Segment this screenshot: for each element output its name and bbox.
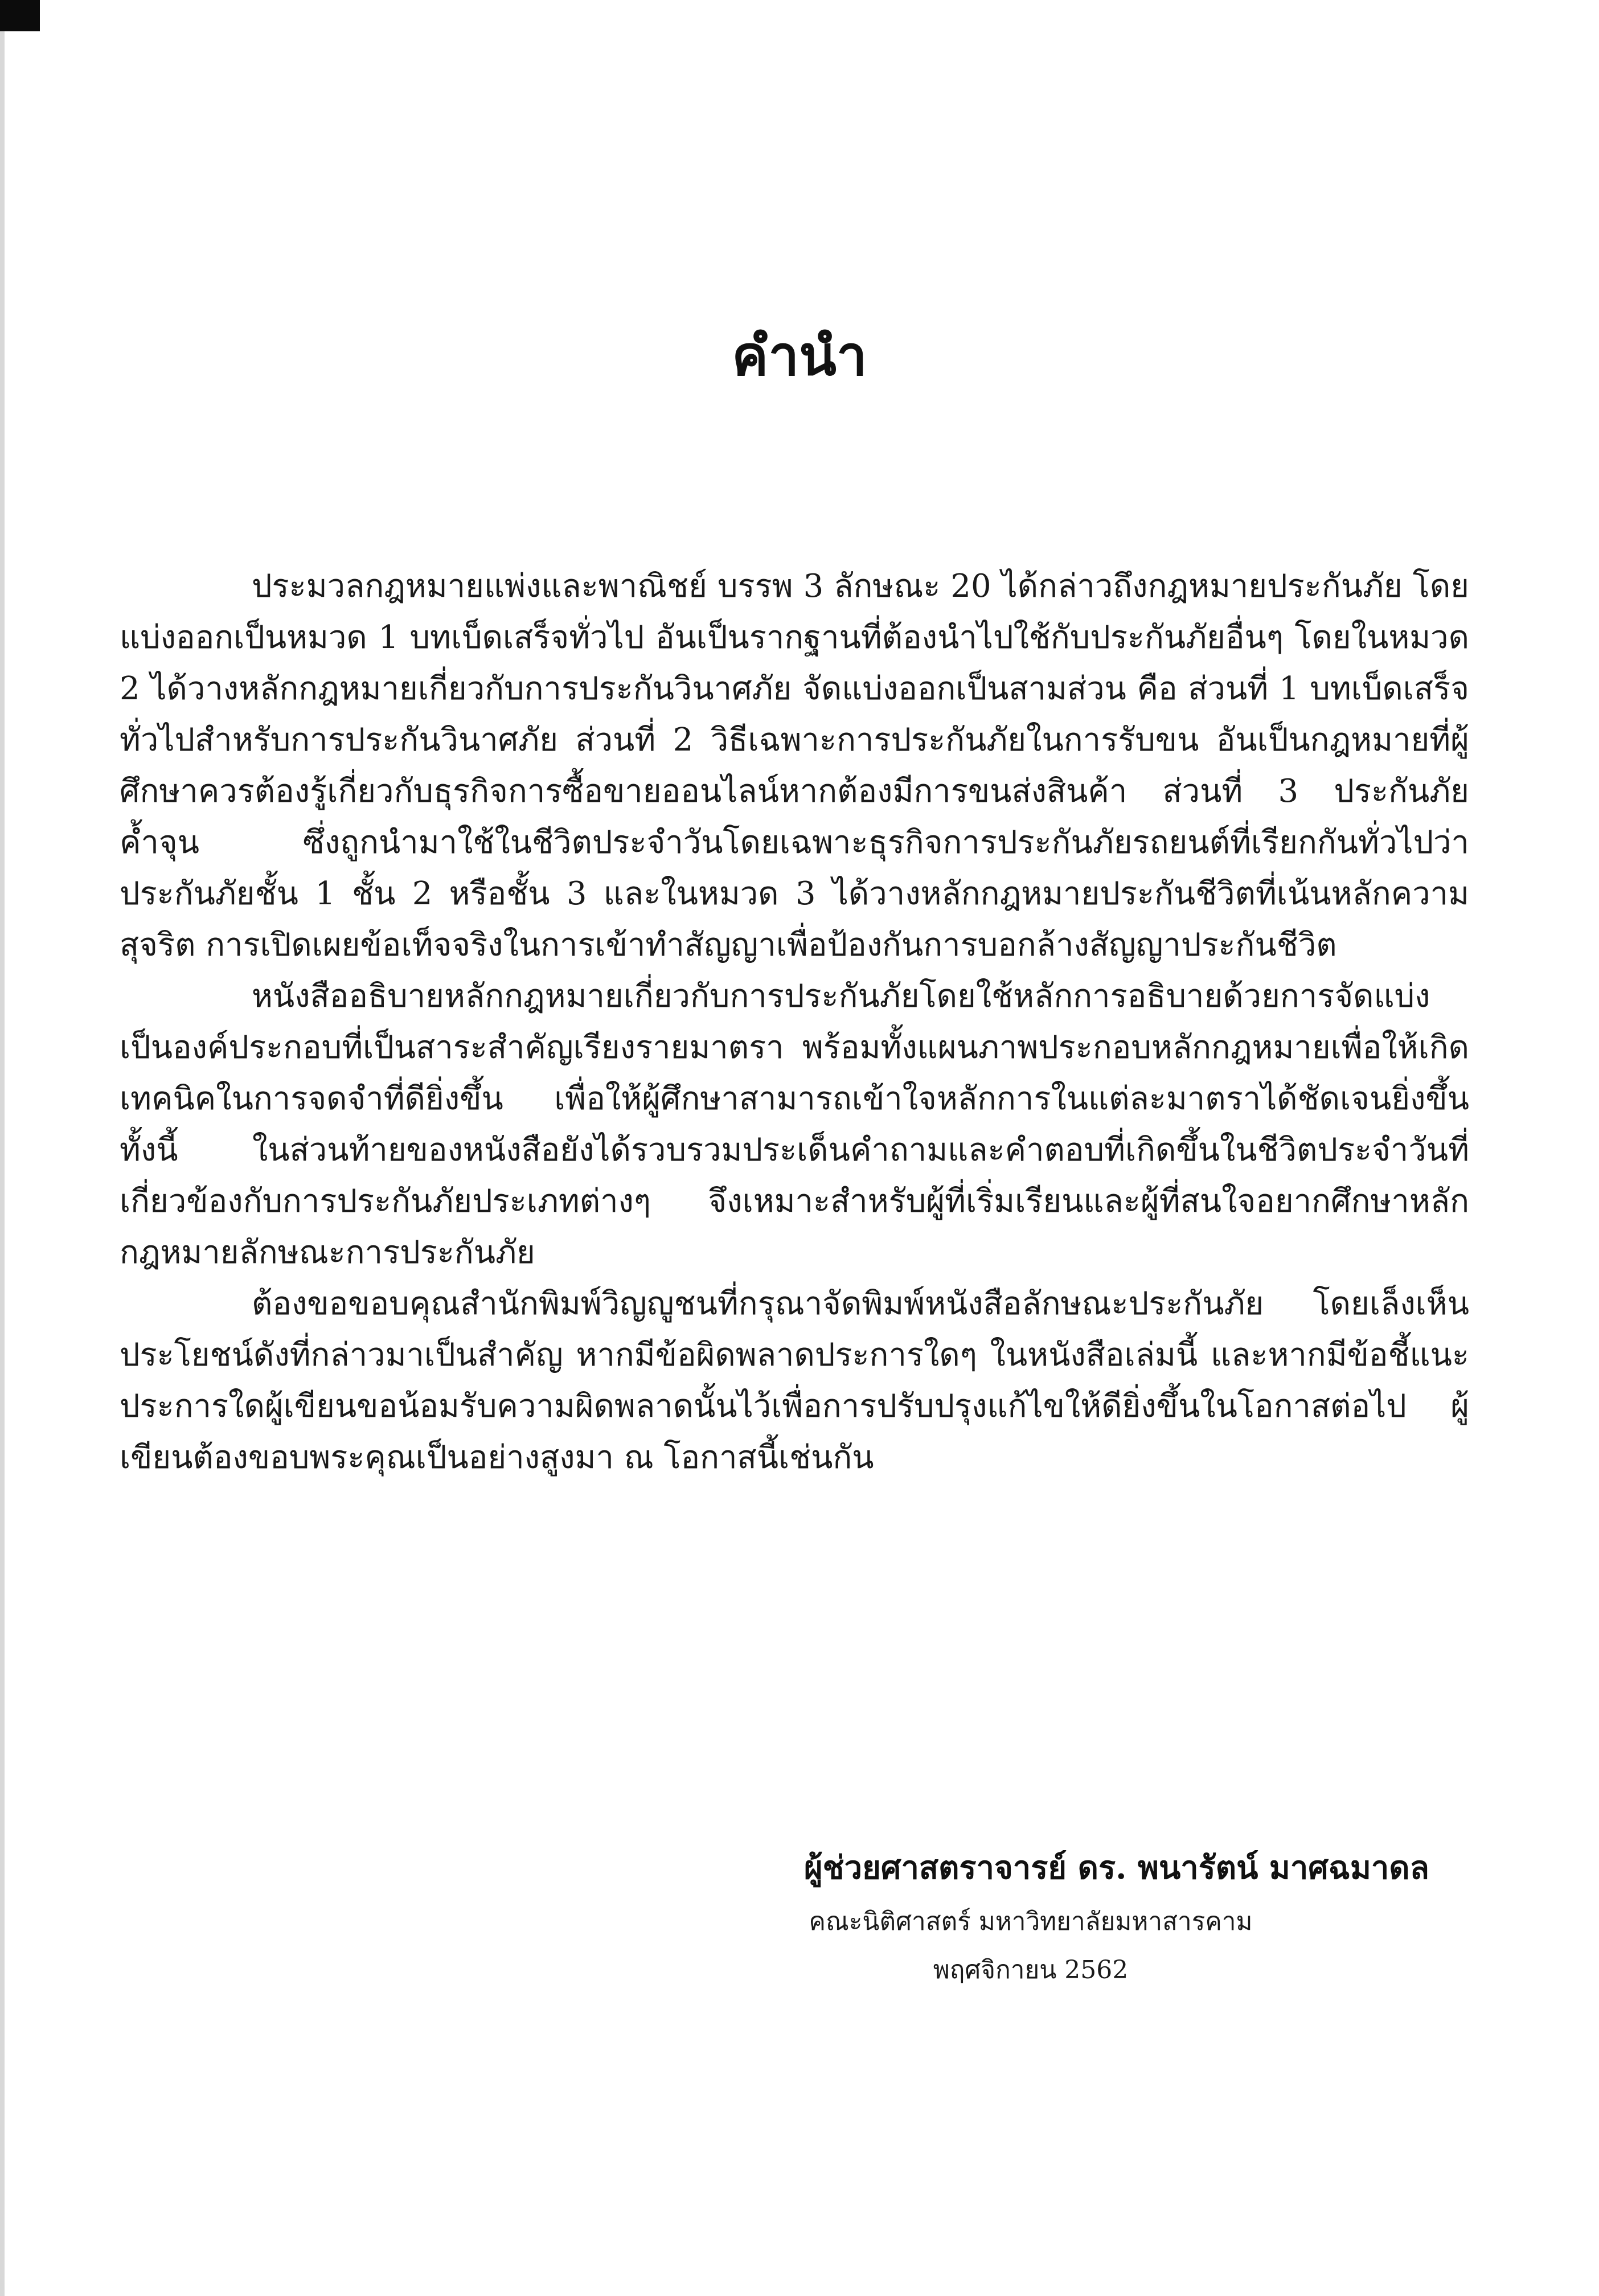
body-text <box>120 561 1469 1483</box>
page-title: คำนำ <box>732 324 867 388</box>
paragraph-1: ประมวลกฎหมายแพ่งและพาณิชย์ บรรพ 3 ลักษณะ 20 ได้กล่าวถึงกฎหมายประกันภัย โดยแบ่งออกเป็นหมวด 1 บทเบ็ดเสร็จทั่วไป อันเป็นรากฐานที่ต้องนำไปใช้กับประกันภัยอื่นๆ โดยในหมวด 2 ได้วางหลักกฎหมายเกี่ยวกับการประกันวินาศภัย จัดแบ่งออกเป็นสามส่วน คือ ส่วนที่ 1 บทเบ็ดเสร็จทั่วไปสำหรับการประกันวินาศภัย ส่วนที่ 2 วิธีเฉพาะการประกันภัยในการรับขน อันเป็นกฎหมายที่ผู้ศึกษาควรต้องรู้เกี่ยวกับธุรกิจการซื้อขายออนไลน์หากต้องมีการขนส่งสินค้า ส่วนที่ 3 ประกันภัยค้ำจุน ซึ่งถูกนำมาใช้ในชีวิตประจำวันโดยเฉพาะธุรกิจการประกันภัยรถยนต์ที่เรียกกันทั่วไปว่าประกันภัยชั้น 1 ชั้น 2 หรือชั้น 3 และในหมวด 3 ได้วางหลักกฎหมายประกันชีวิตที่เน้นหลักความสุจริต การเปิดเผยข้อเท็จจริงในการเข้าทำสัญญาเพื่อป้องกันการบอกล้างสัญญาประกันชีวิต <box>120 568 1469 964</box>
author-affiliation: คณะนิติศาสตร์ มหาวิทยาลัยมหาสารคาม <box>809 1907 1253 1936</box>
paragraph-2: หนังสืออธิบายหลักกฎหมายเกี่ยวกับการประกันภัยโดยใช้หลักการอธิบายด้วยการจัดแบ่งเป็นองค์ประกอบที่เป็นสาระสำคัญเรียงรายมาตรา พร้อมทั้งแผนภาพประกอบหลักกฎหมายเพื่อให้เกิดเทคนิคในการจดจำที่ดียิ่งขึ้น เพื่อให้ผู้ศึกษาสามารถเข้าใจหลักการในแต่ละมาตราได้ชัดเจนยิ่งขึ้น ทั้งนี้ ในส่วนท้ายของหนังสือยังได้รวบรวมประเด็นคำถามและคำตอบที่เกิดขึ้นในชีวิตประจำวันที่เกี่ยวข้องกับการประกันภัยประเภทต่างๆ จึงเหมาะสำหรับผู้ที่เริ่มเรียนและผู้ที่สนใจอยากศึกษาหลักกฎหมายลักษณะการประกันภัย <box>120 978 1469 1271</box>
signature-date: พฤศจิกายน 2562 <box>933 1955 1129 1985</box>
author-signature: ผู้ช่วยศาสตราจารย์ ดร. พนารัตน์ มาศฉมาดล <box>803 1849 1429 1887</box>
paragraph-3: ต้องขอขอบคุณสำนักพิมพ์วิญญูชนที่กรุณาจัดพิมพ์หนังสือลักษณะประกันภัย โดยเล็งเห็นประโยชน์ดังที่กล่าวมาเป็นสำคัญ หากมีข้อผิดพลาดประการใดๆ ในหนังสือเล่มนี้ และหากมีข้อชี้แนะประการใดผู้เขียนขอน้อมรับความผิดพลาดนั้นไว้เพื่อการปรับปรุงแก้ไขให้ดียิ่งขึ้นในโอกาสต่อไป ผู้เขียนต้องขอบพระคุณเป็นอย่างสูงมา ณ โอกาสนี้เช่นกัน <box>120 1285 1469 1476</box>
scan-corner-mark <box>0 0 40 31</box>
